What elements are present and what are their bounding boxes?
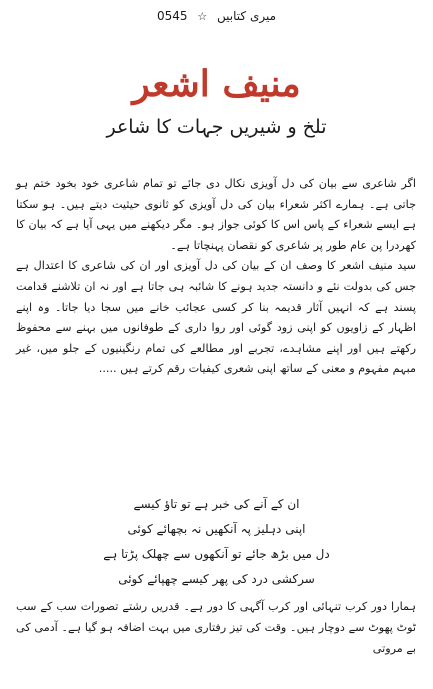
body-text — [16, 174, 416, 380]
poem-line: سرکشی درد کی پھر کیسے چھپائے کوئی — [118, 572, 315, 586]
poem — [0, 492, 433, 592]
series-label: میری کتابیں — [217, 9, 277, 23]
poem-line: اپنی دہلیز پہ آنکھیں نہ بچھائے کوئی — [127, 522, 306, 536]
poem-line: ان کے آنے کی خبر ہے تو تاؤ کیسے — [133, 497, 300, 511]
page-number: 0545 — [156, 9, 188, 23]
closing-text — [16, 596, 416, 659]
paragraph: سید منیف اشعر کا وصف ان کے بیان کی دل آویزی اور ان کی شاعری کا اعتدال ہے جس کی بدولت نئے و دانستہ جدید ہونے کا شائبہ ہی جاتا ہے اور نہ ان تلاشنے قدامت پسند ہے کہ انہیں آثار قدیمہ بنا کر کسی عجائب خانے میں سجا دیا جاتا۔ وہ اپنے اظہار کے زاویوں کو اپنی زود گوئی اور روا داری کے طوفانوں میں بہنے سے محفوظ رکھتے ہیں اور اپنے مشاہدے، تجربے اور مطالعے کی تمام رنگینیوں کے جلو میں، غیر مبہم مفہوم و معنی کے ساتھ اپنی شعری کیفیات رقم کرتے ہیں ..... — [16, 259, 416, 376]
page-title: منیف اشعر — [132, 63, 301, 105]
poem-line: دل میں بڑھ جائے تو آنکھوں سے چھلک پڑتا ہے — [103, 547, 330, 561]
page-subtitle: تلخ و شیریں جہات کا شاعر — [106, 116, 327, 138]
paragraph: اگر شاعری سے بیان کی دل آویزی نکال دی جائے تو تمام شاعری خود بخود ختم ہو جاتی ہے۔ ہمارے اکثر شعراء بیان کی دل آویزی کو ثانوی حیثیت دیتے ہیں۔ ہو سکتا ہے ایسے شعراء کے پاس اس کا کوئی جواز ہو۔ مگر دیکھنے میں یہی آیا ہے کہ بیان کا کھردرا پن عام طور پر شاعری کو نقصان پہنچاتا ہے۔ — [16, 177, 416, 252]
paragraph: ہمارا دور کرب تنہائی اور کرب آگہی کا دور ہے۔ قدریں رشتے تصورات سب کے سب ٹوٹ پھوٹ سے دوچار ہیں۔ وقت کی تیز رفتاری میں بہت اضافہ ہو گیا ہے۔ آدمی کی بے مروتی — [16, 600, 416, 655]
star-icon: ☆ — [197, 10, 208, 23]
page-header — [0, 8, 433, 25]
